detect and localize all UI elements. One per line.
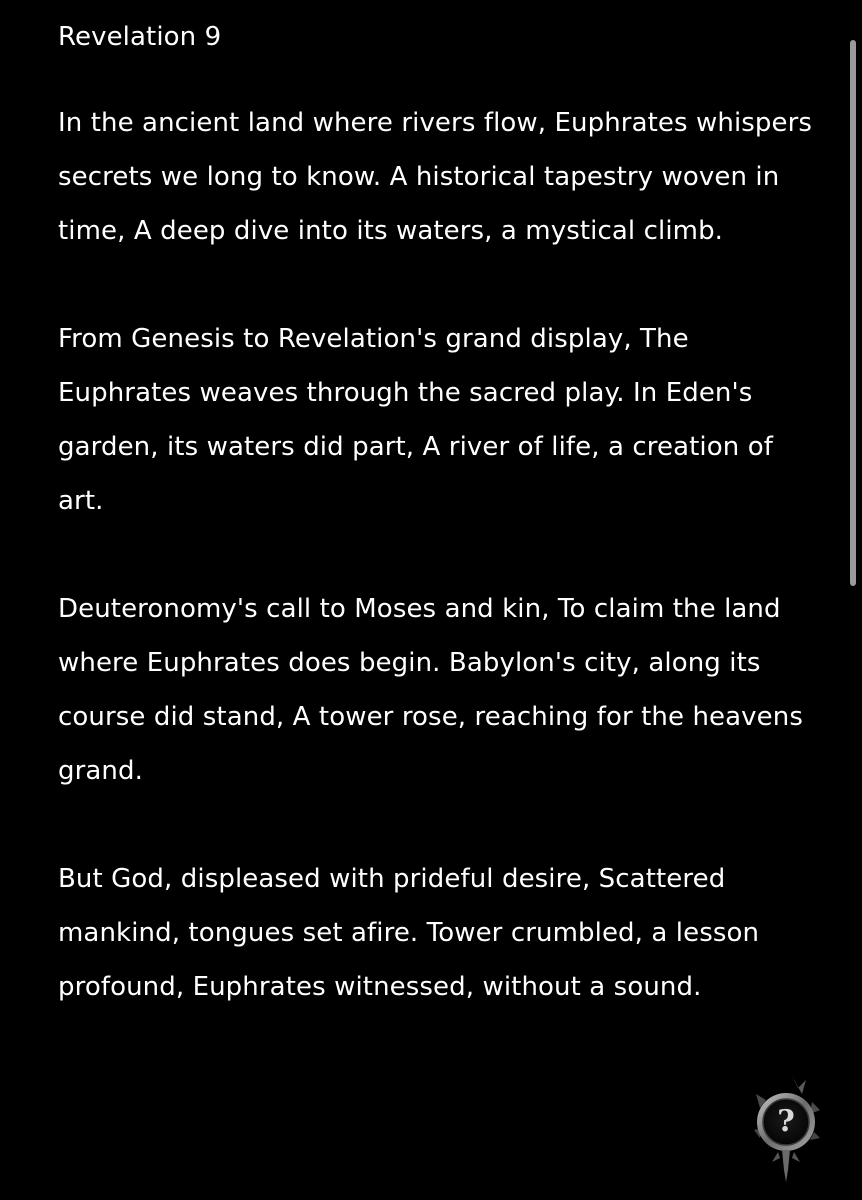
document-title: Revelation 9 xyxy=(58,22,222,52)
help-button[interactable] xyxy=(748,1074,822,1184)
stanza-3: Deuteronomy's call to Moses and kin, To claim the land where Euphrates does begin. Babylon's city, along its course did stand, A tower rose, reaching for the heavens grand. xyxy=(58,594,803,786)
stanza-4: But God, displeased with prideful desire, Scattered mankind, tongues set afire. Tower crumbled, a lesson profound, Euphrates witnessed, without a sound. xyxy=(58,864,760,1002)
vertical-scrollbar[interactable] xyxy=(850,40,856,586)
document-content xyxy=(58,14,818,1068)
stanza-1: In the ancient land where rivers flow, Euphrates whispers secrets we long to know. A historical tapestry woven in time, A deep dive into its waters, a mystical climb. xyxy=(58,108,813,246)
stanza-2: From Genesis to Revelation's grand display, The Euphrates weaves through the sacred play. In Eden's garden, its waters did part, A river of life, a creation of art. xyxy=(58,324,773,516)
help-glyph: ? xyxy=(777,1104,795,1139)
